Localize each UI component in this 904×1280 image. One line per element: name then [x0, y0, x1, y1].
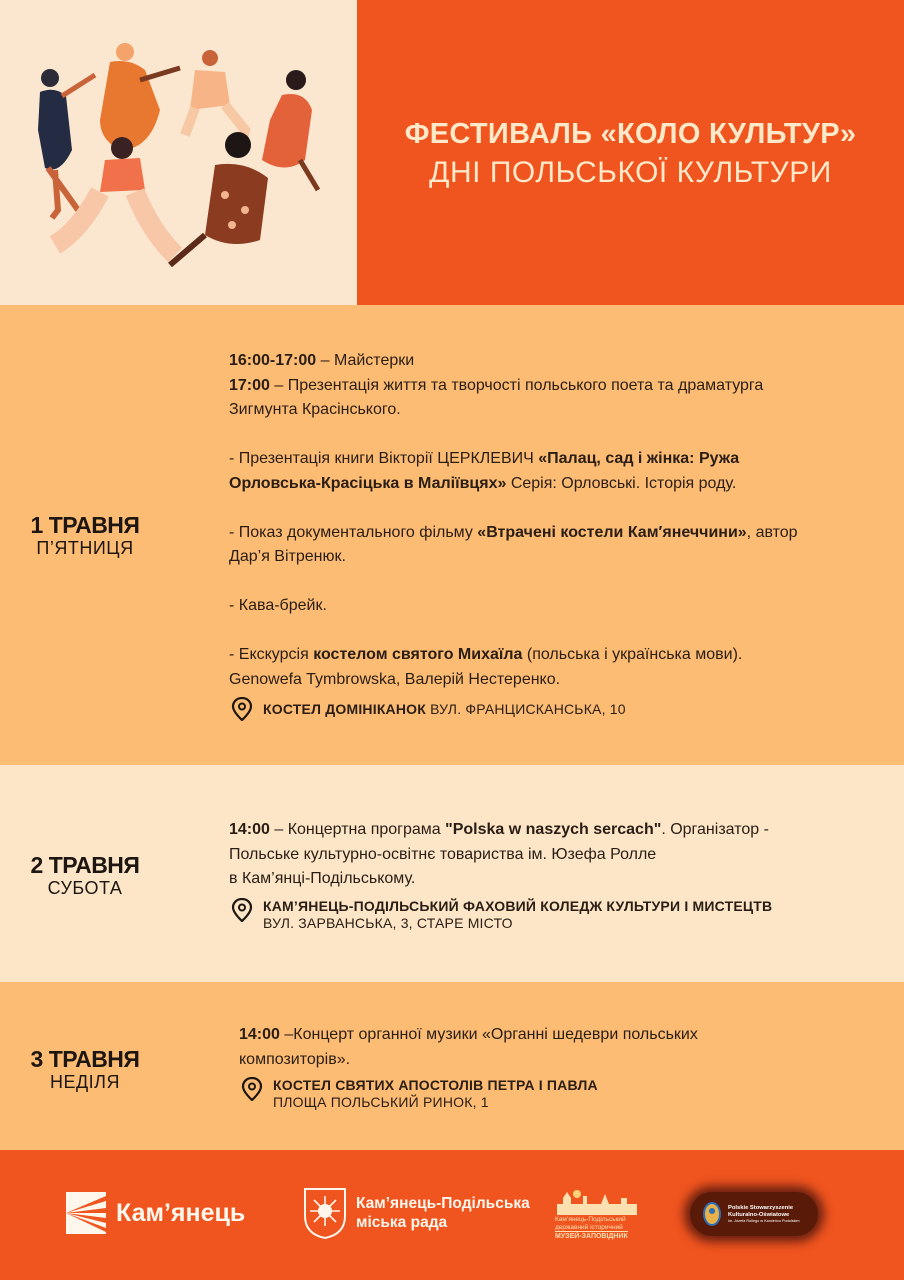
item-text: . Організатор - — [661, 821, 769, 838]
location-text — [263, 701, 626, 718]
title-panel — [357, 0, 904, 305]
program-item — [229, 521, 829, 546]
day-3-date-block — [0, 1046, 170, 1093]
item-text: , автор — [746, 523, 798, 541]
item-text: - Презентація книги Вікторії ЦЕРКЛЕВИЧ — [229, 450, 539, 467]
museum-text-line2: державний історичний — [555, 1223, 623, 1231]
time: 14:00 — [239, 1026, 280, 1043]
day-2-weekday: СУБОТА — [47, 878, 123, 898]
location-pin-icon — [231, 697, 253, 721]
day-1-date: 1 ТРАВНЯ — [30, 512, 140, 538]
item-text: Зигмунта Красінського. — [229, 401, 401, 418]
museum-text-line1: Кам’янець-Подільський — [555, 1216, 626, 1223]
church-name: костелом святого Михаїла — [313, 646, 523, 663]
day-2-date: 2 ТРАВНЯ — [30, 852, 140, 878]
dancer-navy — [38, 69, 95, 218]
day-3-date: 3 ТРАВНЯ — [30, 1046, 140, 1072]
location-name: КАМ’ЯНЕЦЬ-ПОДІЛЬСЬКИЙ ФАХОВИЙ КОЛЕДЖ КУЛЬТУРИ І МИСТЕЦТВ — [263, 898, 773, 914]
location-text — [273, 1077, 598, 1111]
location-name: КОСТЕЛ СВЯТИХ АПОСТОЛІВ ПЕТРА І ПАВЛА — [273, 1077, 598, 1093]
item-text: Genowefa Tymbrowska, Валерій Нестеренко. — [229, 670, 561, 688]
location-text — [263, 898, 772, 932]
society-emblem-icon — [702, 1201, 722, 1227]
dancer-front — [55, 137, 175, 255]
location-pin-icon — [241, 1077, 263, 1101]
city-council-logo — [302, 1186, 530, 1240]
book-title: «Палац, сад і жінка: Ружа — [538, 450, 740, 467]
kamianets-logo — [66, 1192, 245, 1234]
book-title: Орловська-Красіцька в Маліївцях» — [229, 474, 507, 492]
city-emblem-icon — [302, 1186, 348, 1240]
item-text: в Кам’янці-Подільському. — [229, 870, 416, 887]
item-text: –Концерт органної музики «Органні шедеври польських — [279, 1026, 698, 1043]
day-2-date-block — [0, 852, 170, 899]
day-section-2 — [0, 765, 904, 982]
header — [0, 0, 904, 305]
location-address: ВУЛ. ЗАРВАНСЬКА, 3, СТАРЕ МІСТО — [263, 915, 513, 931]
museum-text-line3: МУЗЕЙ-ЗАПОВІДНИК — [555, 1233, 628, 1240]
footer-logos — [0, 1150, 904, 1280]
polish-society-line3: im. Józefa Rollego w Kamieńcu Podolskim — [728, 1218, 800, 1223]
dancer-right — [262, 70, 318, 190]
polish-society-line1: Polskie Stowarzyszenie — [728, 1204, 794, 1211]
museum-logo — [555, 1188, 639, 1241]
item-text: композиторів». — [239, 1050, 351, 1068]
item-text: Дар’я Вітренюк. — [229, 548, 346, 565]
dancer-orange-top — [100, 43, 180, 150]
polish-society-text — [728, 1205, 800, 1224]
program-item — [229, 349, 829, 374]
program-item — [229, 472, 829, 497]
day-3-program — [239, 1023, 839, 1072]
program-item — [239, 1023, 839, 1048]
dancer-brown — [170, 132, 268, 265]
item-text: – Майстерки — [316, 352, 415, 369]
item-text: - Показ документального фільму — [229, 523, 478, 541]
polish-society-line2: Kulturalno-Oświatowe — [728, 1211, 790, 1218]
location-pin-icon — [231, 898, 253, 922]
program-item: - Кава-брейк. — [229, 597, 327, 614]
film-title: «Втрачені костели Кам′янеччини» — [477, 523, 747, 541]
time: 16:00-17:00 — [229, 352, 317, 369]
item-text: – Концертна програма — [269, 821, 446, 838]
kamianets-logo-text: Кам’янець — [116, 1198, 246, 1227]
day-3-location — [241, 1077, 598, 1111]
item-text: - Екскурсія — [229, 646, 314, 663]
dancing-women-illustration — [0, 0, 357, 305]
time: 17:00 — [229, 376, 270, 394]
concert-title: "Polska w naszych sercach" — [445, 821, 662, 838]
city-council-text — [356, 1194, 530, 1232]
time: 14:00 — [229, 821, 270, 838]
polish-society-logo — [690, 1192, 818, 1236]
day-section-1 — [0, 305, 904, 765]
day-1-location — [231, 697, 626, 721]
city-council-line1: Кам’янець-Подільська — [356, 1195, 530, 1212]
day-1-weekday: П’ЯТНИЦЯ — [36, 538, 134, 558]
item-text: (польська і українська мови). — [522, 646, 743, 663]
day-3-weekday: НЕДІЛЯ — [49, 1072, 120, 1092]
item-text: Польське культурно-освітнє товариства ім. Юзефа Ролле — [229, 845, 657, 863]
city-council-line2: міська рада — [356, 1214, 448, 1231]
location-address: ПЛОЩА ПОЛЬСЬКИЙ РИНОК, 1 — [273, 1094, 489, 1110]
festival-subtitle: ДНІ ПОЛЬСЬКОЇ КУЛЬТУРИ — [429, 156, 832, 189]
sunburst-logo-icon — [66, 1192, 106, 1234]
fortress-skyline-icon — [555, 1188, 639, 1216]
day-2-location — [231, 898, 772, 932]
day-1-program — [229, 349, 829, 692]
program-item — [229, 374, 829, 399]
program-item — [229, 643, 829, 668]
dancers-illustration — [0, 0, 357, 305]
day-2-program — [229, 818, 829, 892]
day-1-date-block — [0, 512, 170, 559]
item-text: – Презентація життя та творчості польського поета та драматурга — [269, 376, 764, 394]
location-address: ВУЛ. ФРАНЦИСКАНСЬКА, 10 — [426, 701, 626, 717]
program-item — [229, 818, 829, 843]
item-text: Серія: Орловські. Історія роду. — [506, 474, 737, 492]
location-name: КОСТЕЛ ДОМІНІКАНОК — [263, 701, 427, 717]
day-section-3 — [0, 982, 904, 1150]
festival-title: ФЕСТИВАЛЬ «КОЛО КУЛЬТУР» — [404, 118, 857, 150]
program-item — [229, 447, 829, 472]
